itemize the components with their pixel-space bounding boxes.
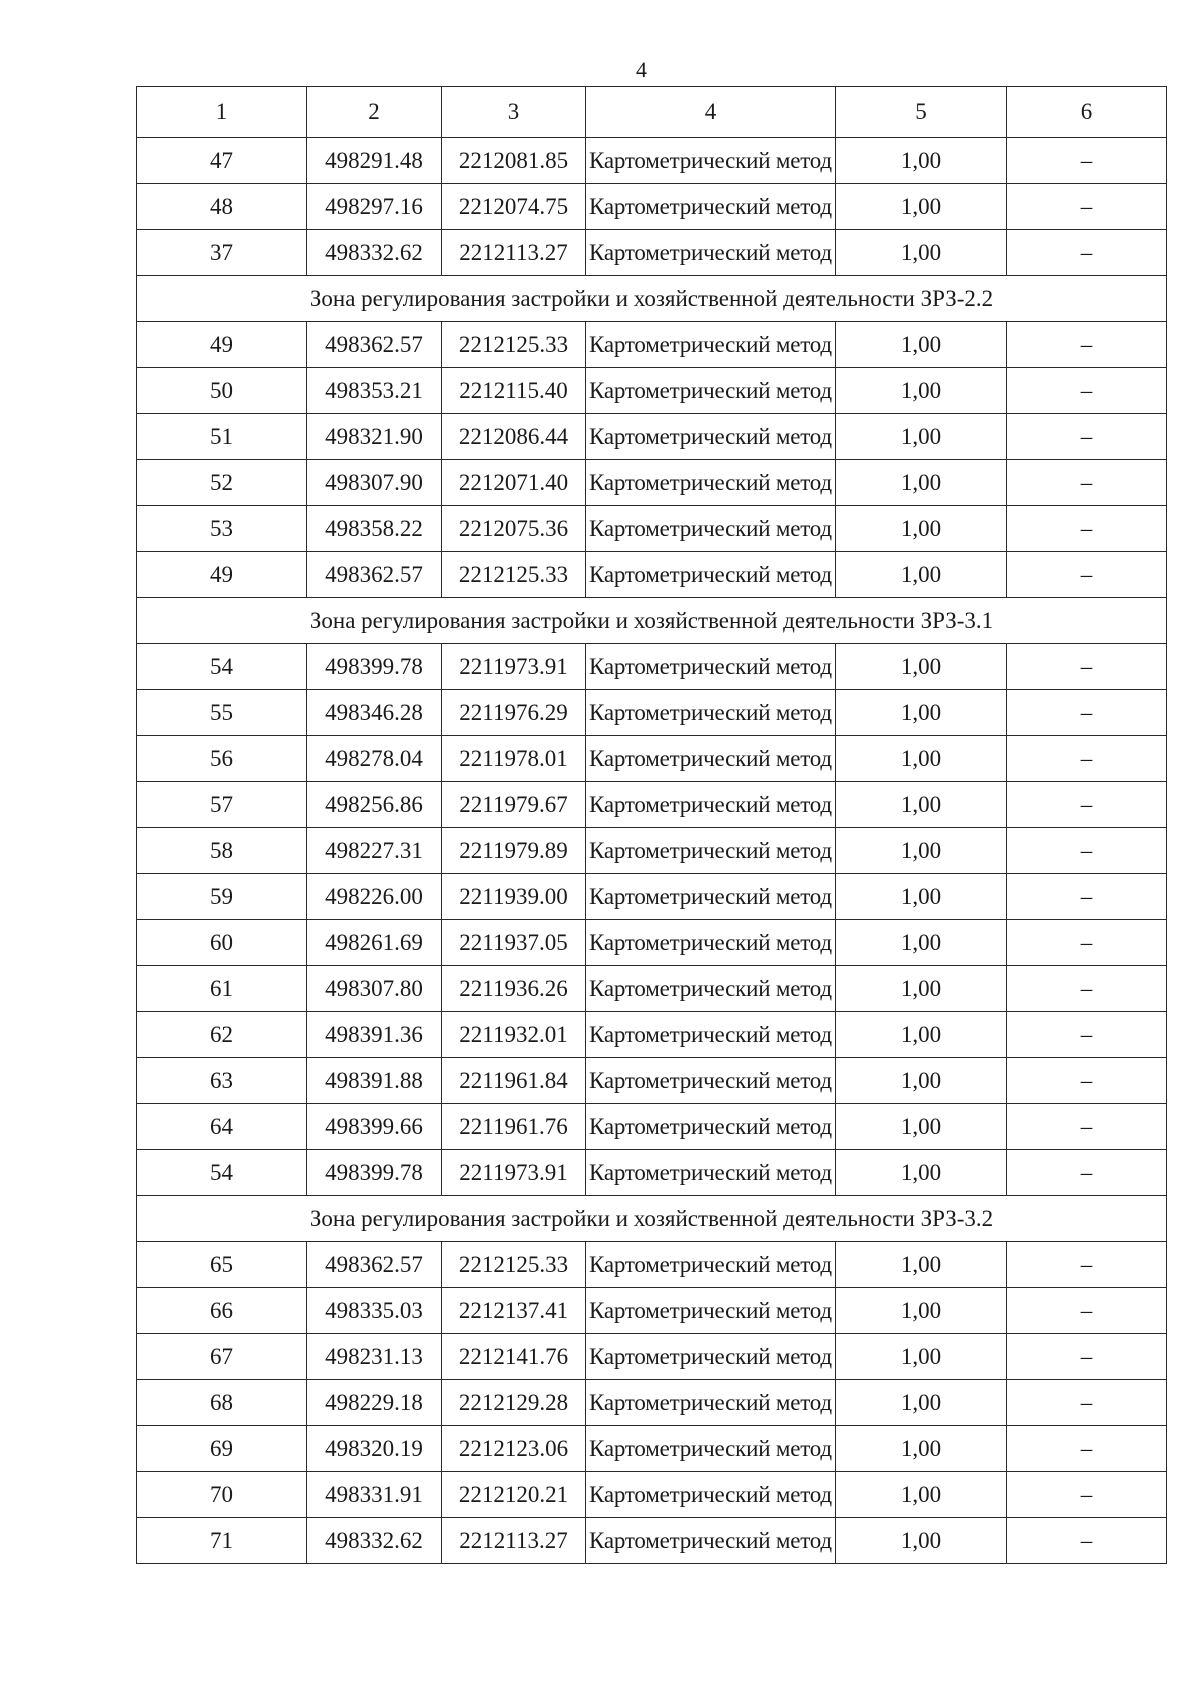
accuracy-cell: 1,00 (836, 368, 1007, 414)
point-number-cell: 54 (137, 1150, 307, 1196)
method-cell: Картометрический метод (586, 828, 836, 874)
note-cell: – (1007, 736, 1167, 782)
note-cell: – (1007, 874, 1167, 920)
y-coordinate-cell: 2211979.89 (442, 828, 586, 874)
x-coordinate-cell: 498320.19 (307, 1426, 442, 1472)
header-cell-col-1: 1 (137, 87, 307, 138)
note-cell: – (1007, 1518, 1167, 1564)
method-cell: Картометрический метод (586, 966, 836, 1012)
table-row (137, 782, 1167, 828)
method-cell: Картометрический метод (586, 322, 836, 368)
accuracy-cell: 1,00 (836, 1518, 1007, 1564)
y-coordinate-cell: 2212086.44 (442, 414, 586, 460)
method-cell: Картометрический метод (586, 506, 836, 552)
point-number-cell: 63 (137, 1058, 307, 1104)
method-cell: Картометрический метод (586, 1104, 836, 1150)
header-cell-col-3: 3 (442, 87, 586, 138)
y-coordinate-cell: 2211976.29 (442, 690, 586, 736)
point-number-cell: 48 (137, 184, 307, 230)
note-cell: – (1007, 1012, 1167, 1058)
point-number-cell: 59 (137, 874, 307, 920)
zone-title: Зона регулирования застройки и хозяйственной деятельности ЗРЗ-3.1 (137, 598, 1167, 644)
y-coordinate-cell: 2212125.33 (442, 552, 586, 598)
note-cell: – (1007, 184, 1167, 230)
table-row (137, 322, 1167, 368)
method-cell: Картометрический метод (586, 184, 836, 230)
method-cell: Картометрический метод (586, 690, 836, 736)
y-coordinate-cell: 2211961.84 (442, 1058, 586, 1104)
table-row (137, 368, 1167, 414)
zone-title: Зона регулирования застройки и хозяйственной деятельности ЗРЗ-2.2 (137, 276, 1167, 322)
y-coordinate-cell: 2212120.21 (442, 1472, 586, 1518)
y-coordinate-cell: 2212137.41 (442, 1288, 586, 1334)
accuracy-cell: 1,00 (836, 736, 1007, 782)
point-number-cell: 70 (137, 1472, 307, 1518)
note-cell: – (1007, 322, 1167, 368)
x-coordinate-cell: 498226.00 (307, 874, 442, 920)
table-row (137, 230, 1167, 276)
method-cell: Картометрический метод (586, 736, 836, 782)
zone-header-row (137, 276, 1167, 322)
x-coordinate-cell: 498331.91 (307, 1472, 442, 1518)
y-coordinate-cell: 2211961.76 (442, 1104, 586, 1150)
accuracy-cell: 1,00 (836, 1104, 1007, 1150)
y-coordinate-cell: 2212141.76 (442, 1334, 586, 1380)
header-cell-col-4: 4 (586, 87, 836, 138)
point-number-cell: 49 (137, 322, 307, 368)
accuracy-cell: 1,00 (836, 322, 1007, 368)
x-coordinate-cell: 498227.31 (307, 828, 442, 874)
method-cell: Картометрический метод (586, 1242, 836, 1288)
accuracy-cell: 1,00 (836, 644, 1007, 690)
accuracy-cell: 1,00 (836, 1242, 1007, 1288)
y-coordinate-cell: 2211936.26 (442, 966, 586, 1012)
point-number-cell: 50 (137, 368, 307, 414)
table-row (137, 736, 1167, 782)
y-coordinate-cell: 2211932.01 (442, 1012, 586, 1058)
point-number-cell: 64 (137, 1104, 307, 1150)
method-cell: Картометрический метод (586, 368, 836, 414)
method-cell: Картометрический метод (586, 1426, 836, 1472)
method-cell: Картометрический метод (586, 1472, 836, 1518)
note-cell: – (1007, 966, 1167, 1012)
zone-header-row (137, 598, 1167, 644)
note-cell: – (1007, 1104, 1167, 1150)
point-number-cell: 55 (137, 690, 307, 736)
y-coordinate-cell: 2211973.91 (442, 644, 586, 690)
point-number-cell: 53 (137, 506, 307, 552)
method-cell: Картометрический метод (586, 460, 836, 506)
x-coordinate-cell: 498321.90 (307, 414, 442, 460)
header-cell-col-6: 6 (1007, 87, 1167, 138)
x-coordinate-cell: 498353.21 (307, 368, 442, 414)
point-number-cell: 61 (137, 966, 307, 1012)
accuracy-cell: 1,00 (836, 690, 1007, 736)
point-number-cell: 57 (137, 782, 307, 828)
table-row (137, 1426, 1167, 1472)
table-row (137, 1288, 1167, 1334)
accuracy-cell: 1,00 (836, 966, 1007, 1012)
x-coordinate-cell: 498261.69 (307, 920, 442, 966)
table-row (137, 1472, 1167, 1518)
table-row (137, 874, 1167, 920)
method-cell: Картометрический метод (586, 230, 836, 276)
method-cell: Картометрический метод (586, 1012, 836, 1058)
x-coordinate-cell: 498307.90 (307, 460, 442, 506)
accuracy-cell: 1,00 (836, 1380, 1007, 1426)
x-coordinate-cell: 498278.04 (307, 736, 442, 782)
x-coordinate-cell: 498399.66 (307, 1104, 442, 1150)
accuracy-cell: 1,00 (836, 874, 1007, 920)
method-cell: Картометрический метод (586, 1150, 836, 1196)
x-coordinate-cell: 498399.78 (307, 644, 442, 690)
zone-title: Зона регулирования застройки и хозяйственной деятельности ЗРЗ-3.2 (137, 1196, 1167, 1242)
accuracy-cell: 1,00 (836, 138, 1007, 184)
method-cell: Картометрический метод (586, 1288, 836, 1334)
y-coordinate-cell: 2212081.85 (442, 138, 586, 184)
method-cell: Картометрический метод (586, 920, 836, 966)
table-row (137, 644, 1167, 690)
accuracy-cell: 1,00 (836, 1426, 1007, 1472)
point-number-cell: 54 (137, 644, 307, 690)
note-cell: – (1007, 414, 1167, 460)
note-cell: – (1007, 1242, 1167, 1288)
x-coordinate-cell: 498362.57 (307, 1242, 442, 1288)
y-coordinate-cell: 2211937.05 (442, 920, 586, 966)
point-number-cell: 71 (137, 1518, 307, 1564)
x-coordinate-cell: 498358.22 (307, 506, 442, 552)
y-coordinate-cell: 2211979.67 (442, 782, 586, 828)
note-cell: – (1007, 1472, 1167, 1518)
table-row (137, 690, 1167, 736)
accuracy-cell: 1,00 (836, 1012, 1007, 1058)
point-number-cell: 52 (137, 460, 307, 506)
table-row (137, 1518, 1167, 1564)
accuracy-cell: 1,00 (836, 1334, 1007, 1380)
point-number-cell: 67 (137, 1334, 307, 1380)
y-coordinate-cell: 2211939.00 (442, 874, 586, 920)
method-cell: Картометрический метод (586, 552, 836, 598)
accuracy-cell: 1,00 (836, 1288, 1007, 1334)
page-number: 4 (636, 57, 647, 82)
table-row (137, 920, 1167, 966)
point-number-cell: 58 (137, 828, 307, 874)
accuracy-cell: 1,00 (836, 414, 1007, 460)
note-cell: – (1007, 1380, 1167, 1426)
x-coordinate-cell: 498291.48 (307, 138, 442, 184)
note-cell: – (1007, 690, 1167, 736)
note-cell: – (1007, 1334, 1167, 1380)
accuracy-cell: 1,00 (836, 1150, 1007, 1196)
point-number-cell: 69 (137, 1426, 307, 1472)
method-cell: Картометрический метод (586, 782, 836, 828)
y-coordinate-cell: 2212125.33 (442, 1242, 586, 1288)
table-row (137, 1242, 1167, 1288)
table-header-row (137, 87, 1167, 138)
coordinates-table (136, 86, 1167, 1564)
x-coordinate-cell: 498307.80 (307, 966, 442, 1012)
accuracy-cell: 1,00 (836, 230, 1007, 276)
point-number-cell: 37 (137, 230, 307, 276)
table-row (137, 138, 1167, 184)
x-coordinate-cell: 498335.03 (307, 1288, 442, 1334)
accuracy-cell: 1,00 (836, 782, 1007, 828)
accuracy-cell: 1,00 (836, 506, 1007, 552)
note-cell: – (1007, 1150, 1167, 1196)
x-coordinate-cell: 498399.78 (307, 1150, 442, 1196)
note-cell: – (1007, 230, 1167, 276)
accuracy-cell: 1,00 (836, 184, 1007, 230)
x-coordinate-cell: 498362.57 (307, 552, 442, 598)
note-cell: – (1007, 920, 1167, 966)
note-cell: – (1007, 460, 1167, 506)
zone-header-row (137, 1196, 1167, 1242)
table-row (137, 552, 1167, 598)
method-cell: Картометрический метод (586, 1518, 836, 1564)
point-number-cell: 65 (137, 1242, 307, 1288)
method-cell: Картометрический метод (586, 138, 836, 184)
header-cell-col-5: 5 (836, 87, 1007, 138)
note-cell: – (1007, 368, 1167, 414)
x-coordinate-cell: 498391.36 (307, 1012, 442, 1058)
table-row (137, 966, 1167, 1012)
note-cell: – (1007, 1288, 1167, 1334)
method-cell: Картометрический метод (586, 1334, 836, 1380)
y-coordinate-cell: 2212125.33 (442, 322, 586, 368)
table-row (137, 1058, 1167, 1104)
point-number-cell: 51 (137, 414, 307, 460)
y-coordinate-cell: 2212071.40 (442, 460, 586, 506)
point-number-cell: 47 (137, 138, 307, 184)
table-row (137, 1334, 1167, 1380)
y-coordinate-cell: 2212123.06 (442, 1426, 586, 1472)
x-coordinate-cell: 498229.18 (307, 1380, 442, 1426)
table-row (137, 460, 1167, 506)
x-coordinate-cell: 498346.28 (307, 690, 442, 736)
x-coordinate-cell: 498332.62 (307, 230, 442, 276)
y-coordinate-cell: 2212075.36 (442, 506, 586, 552)
accuracy-cell: 1,00 (836, 460, 1007, 506)
y-coordinate-cell: 2212129.28 (442, 1380, 586, 1426)
accuracy-cell: 1,00 (836, 1472, 1007, 1518)
point-number-cell: 56 (137, 736, 307, 782)
y-coordinate-cell: 2211978.01 (442, 736, 586, 782)
y-coordinate-cell: 2212113.27 (442, 230, 586, 276)
accuracy-cell: 1,00 (836, 920, 1007, 966)
table-row (137, 1012, 1167, 1058)
y-coordinate-cell: 2211973.91 (442, 1150, 586, 1196)
coordinates-table-body (137, 87, 1167, 1564)
note-cell: – (1007, 138, 1167, 184)
table-row (137, 414, 1167, 460)
table-row (137, 506, 1167, 552)
note-cell: – (1007, 782, 1167, 828)
point-number-cell: 60 (137, 920, 307, 966)
table-row (137, 1380, 1167, 1426)
method-cell: Картометрический метод (586, 414, 836, 460)
note-cell: – (1007, 828, 1167, 874)
header-cell-col-2: 2 (307, 87, 442, 138)
method-cell: Картометрический метод (586, 874, 836, 920)
y-coordinate-cell: 2212074.75 (442, 184, 586, 230)
x-coordinate-cell: 498362.57 (307, 322, 442, 368)
x-coordinate-cell: 498297.16 (307, 184, 442, 230)
point-number-cell: 62 (137, 1012, 307, 1058)
table-row (137, 1104, 1167, 1150)
x-coordinate-cell: 498231.13 (307, 1334, 442, 1380)
x-coordinate-cell: 498256.86 (307, 782, 442, 828)
point-number-cell: 68 (137, 1380, 307, 1426)
y-coordinate-cell: 2212115.40 (442, 368, 586, 414)
x-coordinate-cell: 498391.88 (307, 1058, 442, 1104)
note-cell: – (1007, 1426, 1167, 1472)
table-row (137, 1150, 1167, 1196)
method-cell: Картометрический метод (586, 1380, 836, 1426)
accuracy-cell: 1,00 (836, 1058, 1007, 1104)
x-coordinate-cell: 498332.62 (307, 1518, 442, 1564)
method-cell: Картометрический метод (586, 644, 836, 690)
table-row (137, 828, 1167, 874)
accuracy-cell: 1,00 (836, 828, 1007, 874)
y-coordinate-cell: 2212113.27 (442, 1518, 586, 1564)
point-number-cell: 66 (137, 1288, 307, 1334)
accuracy-cell: 1,00 (836, 552, 1007, 598)
note-cell: – (1007, 1058, 1167, 1104)
table-row (137, 184, 1167, 230)
method-cell: Картометрический метод (586, 1058, 836, 1104)
note-cell: – (1007, 552, 1167, 598)
note-cell: – (1007, 644, 1167, 690)
note-cell: – (1007, 506, 1167, 552)
point-number-cell: 49 (137, 552, 307, 598)
